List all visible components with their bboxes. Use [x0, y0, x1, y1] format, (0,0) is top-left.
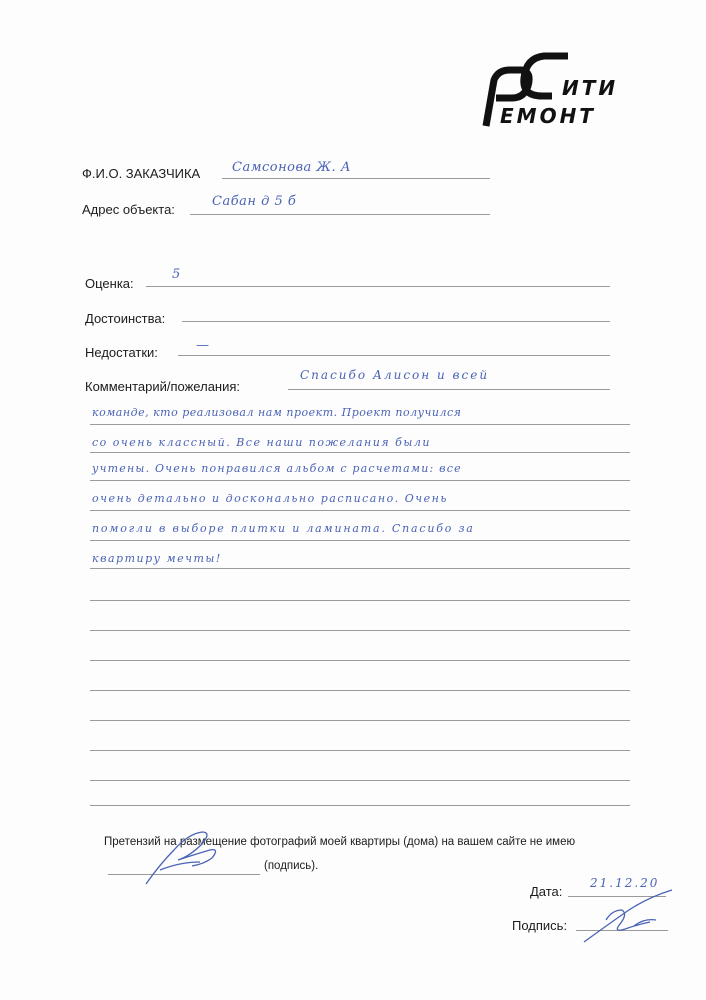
consent-signature-icon: [140, 820, 230, 890]
comment-text-0: Спасибо Алисон и всей: [300, 368, 490, 382]
comment-text-6: квартиру мечты!: [92, 552, 222, 565]
comment-text-5: помогли в выборе плитки и ламината. Спасибо за: [92, 522, 475, 535]
pros-label: Достоинства:: [85, 311, 166, 326]
consent-sign-label: (подпись).: [264, 860, 319, 872]
comment-line-1: [90, 424, 630, 425]
ruled-line: [90, 660, 630, 661]
logo-line-1: ИТИ: [562, 76, 619, 100]
comment-line-3: [90, 480, 630, 481]
comment-text-1: команде, кто реализовал нам проект. Проект получился: [92, 406, 462, 419]
comment-line-5: [90, 540, 630, 541]
address-label: Адрес объекта:: [82, 202, 175, 217]
ruled-line: [90, 630, 630, 631]
signature-label: Подпись:: [512, 918, 568, 933]
address-line: [190, 214, 490, 215]
rating-line: [146, 286, 610, 287]
comment-line-6: [90, 568, 630, 569]
comment-text-4: очень детально и досконально расписано. Очень: [92, 492, 448, 505]
ruled-line: [90, 690, 630, 691]
ruled-line: [90, 720, 630, 721]
client-label: Ф.И.О. ЗАКАЗЧИКА: [82, 166, 201, 181]
ruled-line: [90, 750, 630, 751]
rating-label: Оценка:: [85, 276, 134, 291]
signature-icon: [576, 886, 686, 946]
cons-line: [178, 355, 610, 356]
ruled-line: [90, 780, 630, 781]
date-label: Дата:: [530, 884, 563, 899]
cons-value: —: [196, 338, 210, 353]
comment-line-4: [90, 510, 630, 511]
pros-line: [182, 321, 610, 322]
cons-label: Недостатки:: [85, 345, 158, 360]
consent-text: Претензий на размещение фотографий моей квартиры (дома) на вашем сайте не имею: [104, 836, 576, 848]
address-value: Сабан д 5 б: [212, 194, 297, 209]
comment-line-0: [288, 389, 610, 390]
date-value: 21.12.20: [590, 876, 660, 890]
rating-value: 5: [172, 267, 181, 282]
company-logo: [470, 50, 630, 130]
comment-label: Комментарий/пожелания:: [85, 379, 241, 394]
comment-line-2: [90, 452, 630, 453]
ruled-line: [90, 600, 630, 601]
comment-text-2: со очень классный. Все наши пожелания были: [92, 436, 431, 449]
comment-text-3: учтены. Очень понравился альбом с расчетами: все: [92, 462, 462, 475]
client-value: Самсонова Ж. А: [232, 160, 352, 175]
ruled-line: [90, 805, 630, 806]
logo-line-2: ЕМОНТ: [500, 104, 596, 128]
client-line: [222, 178, 490, 179]
